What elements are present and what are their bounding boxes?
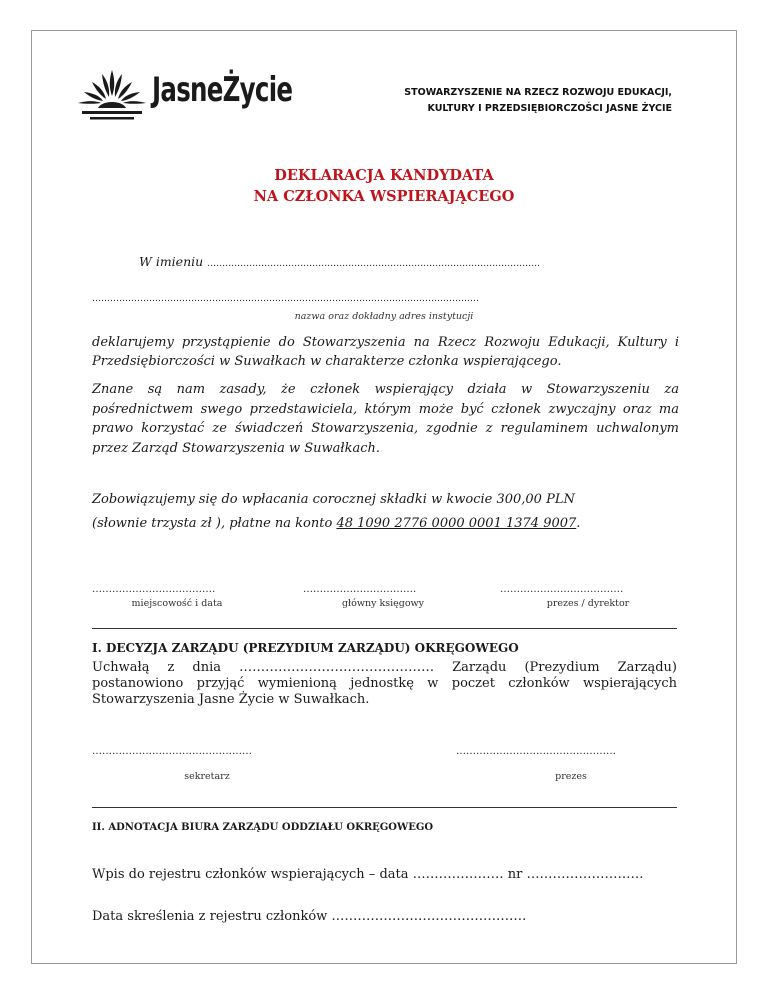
section-2-heading: II. ADNOTACJA BIURA ZARZĄDU ODDZIAŁU OKRĘGOWEGO — [92, 822, 434, 833]
address-caption: nazwa oraz dokładny adres instytucji — [294, 311, 474, 322]
section-1-text: Uchwałą z dnia ……………………………………… Zarządu (Prezydium Zarządu) postanowiono przyjąć wymienioną jednostkę w poczet członków wspierających Stowarzyszenia Jasne Życie w Suwałkach. — [92, 660, 677, 707]
document-title — [0, 165, 768, 207]
divider-2 — [92, 807, 677, 808]
signature-dots-secretary[interactable]: ………………………………………… — [92, 746, 252, 757]
section-1-heading: I. DECYZJA ZARZĄDU (PREZYDIUM ZARZĄDU) OKRĘGOWEGO — [92, 641, 519, 655]
register-deletion-line: Data skreślenia z rejestru członków ……………………………………… — [92, 909, 527, 924]
organization-name — [404, 85, 672, 117]
name-field-row — [139, 254, 540, 269]
label-president: prezes — [555, 771, 587, 782]
sun-logo-icon — [72, 66, 152, 126]
title-line-2: NA CZŁONKA WSPIERAJĄCEGO — [253, 188, 515, 205]
rules-paragraph: Znane są nam zasady, że członek wspierający działa w Stowarzyszeniu za pośrednictwem swego przedstawiciela, którym może być członek zwyczajny oraz ma prawo korzystać ze świadczeń Stowarzyszenia, zgodnie z regulaminem uchwalonym przez Zarząd Stowarzyszenia w Suwałkach. — [92, 382, 679, 456]
label-chief-accountant: główny księgowy — [341, 598, 425, 609]
label-place-date: miejscowość i data — [131, 598, 223, 609]
name-field-label: W imieniu — [139, 254, 204, 269]
register-entry-line: Wpis do rejestru członków wspierających – data ………………… nr ……………………… — [92, 867, 644, 882]
name-field-dots[interactable]: ………………………………………………………………………………………………… — [207, 259, 541, 269]
logo — [72, 66, 292, 126]
declaration-paragraph: deklarujemy przystąpienie do Stowarzyszenia na Rzecz Rozwoju Edukacji, Kultury i Przedsiębiorczości w Suwałkach w charakterze członka wspierającego. — [92, 335, 679, 369]
title-line-1: DEKLARACJA KANDYDATA — [274, 167, 494, 184]
fee-line-end: . — [576, 516, 581, 531]
bank-account-number: 48 1090 2776 0000 0001 1374 9007 — [336, 516, 577, 531]
address-field-dots[interactable]: ………………………………………………………………………………………………………………… — [92, 294, 479, 304]
signature-dots-director[interactable]: ………………………………. — [500, 584, 624, 595]
divider-1 — [92, 628, 677, 629]
label-secretary: sekretarz — [184, 771, 230, 782]
logo-wordmark: JasneŻycie — [152, 70, 293, 110]
signature-dots-accountant[interactable]: ……………………………. — [303, 584, 417, 595]
fee-line-1: Zobowiązujemy się do wpłacania corocznej składki w kwocie 300,00 PLN — [92, 492, 575, 507]
org-line-1: STOWARZYSZENIE NA RZECZ ROZWOJU EDUKACJI, — [404, 87, 672, 98]
org-line-2: KULTURY I PRZEDSIĘBIORCZOŚCI JASNE ŻYCIE — [427, 103, 672, 114]
signature-dots-place-date[interactable]: ………………………………. — [92, 584, 216, 595]
fee-words: (słownie trzysta zł ), płatne na konto — [92, 516, 337, 531]
signature-dots-president[interactable]: ………………………………………… — [456, 746, 616, 757]
fee-line-2 — [92, 516, 580, 531]
label-president-director: prezes / dyrektor — [546, 598, 630, 609]
